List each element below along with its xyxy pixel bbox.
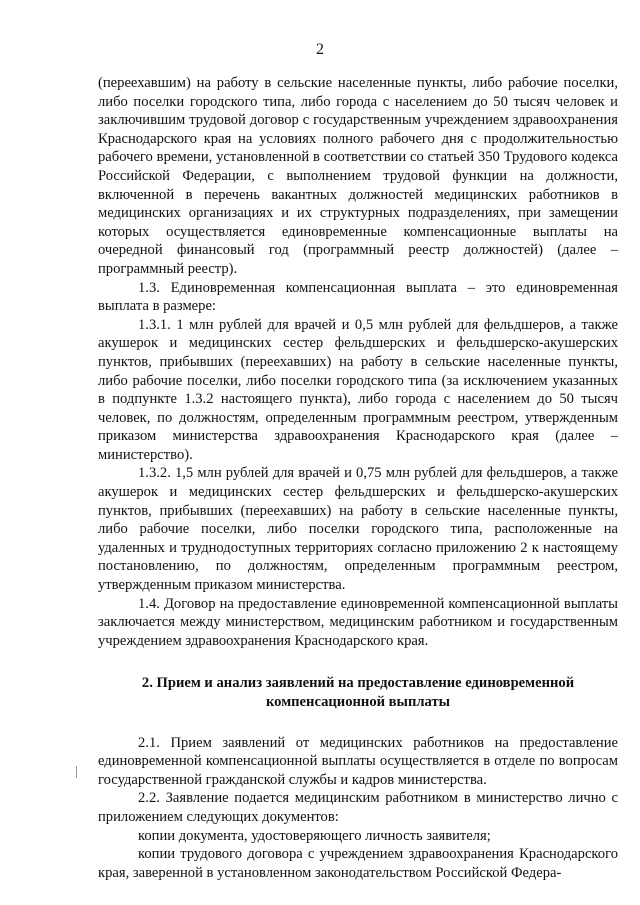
paragraph-2-2: 2.2. Заявление подается медицинским работником в министерство лично с приложением следующих документов: bbox=[98, 790, 618, 825]
document-body bbox=[98, 74, 618, 882]
paragraph-1-4: 1.4. Договор на предоставление единовременной компенсационной выплаты заключается между министерством, медицинским работником и государственным учреждением здравоохранения Краснодарского края. bbox=[98, 595, 618, 649]
list-item-identity-document: копии документа, удостоверяющего личность заявителя; bbox=[138, 827, 491, 844]
paragraph-1-3-2: 1.3.2. 1,5 млн рублей для врачей и 0,75 млн рублей для фельдшеров, а также акушерок и медицинских сестер фельдшерских и фельдшерско-акушерских пунктов, прибывших (переехавших) на работу в сельские населенные пункты, либо рабочие поселки, либо поселки городского типа, расположенные на удаленных и труднодоступных территориях согласно приложению 2 к настоящему постановлению, по должностям, определенным программным реестром, утвержденным приказом министерства. bbox=[98, 465, 618, 594]
section-heading-line-2: компенсационной выплаты bbox=[265, 694, 451, 710]
section-heading bbox=[98, 674, 618, 711]
section-heading-line-1: 2. Прием и анализ заявлений на предоставление единовременной bbox=[141, 675, 575, 692]
paragraph-continuation: (переехавшим) на работу в сельские населенные пункты, либо рабочие поселки, либо поселки городского типа, либо города с населением до 50 тысяч человек и заключившим трудовой договор с государственным учреждением здравоохранения Краснодарского края на условиях полного рабочего дня с продолжительностью рабочего времени, установленной в соответствии со статьей 350 Трудового кодекса Российской Федерации, с выполнением трудовой функции на должности, включенной в перечень вакантных должностей медицинских работников в медицинских организациях и их структурных подразделениях, при замещении которых осуществляется единовременные компенсационные выплаты на очередной финансовый год (программный реестр должностей) (далее – программный реестр). bbox=[98, 75, 618, 277]
paragraph-2-1: 2.1. Прием заявлений от медицинских работников на предоставление единовременной компенсационной выплаты осуществляется в отделе по вопросам государственной гражданской службы и кадров министерства. bbox=[98, 734, 618, 788]
page-number: 2 bbox=[316, 41, 324, 58]
paragraph-1-3-1: 1.3.1. 1 млн рублей для врачей и 0,5 млн рублей для фельдшеров, а также акушерок и медицинских сестер фельдшерских и фельдшерско-акушерских пунктов, прибывших (переехавших) на работу в сельские населенные пункты, либо рабочие поселки, либо поселки городского типа (за исключением указанных в подпункте 1.3.2 настоящего пункта), либо города с населением до 50 тысяч человек, по должностям, определенным программным реестром, утвержденным приказом министерства здравоохранения Краснодарского края (далее – министерство). bbox=[98, 316, 618, 463]
list-item-employment-contract: копии трудового договора с учреждением здравоохранения Краснодарского края, заверенной в установленном законодательством Российской Федера- bbox=[98, 846, 618, 881]
scan-artifact-mark bbox=[76, 766, 77, 778]
paragraph-1-3: 1.3. Единовременная компенсационная выплата – это единовременная выплата в размере: bbox=[98, 279, 618, 315]
